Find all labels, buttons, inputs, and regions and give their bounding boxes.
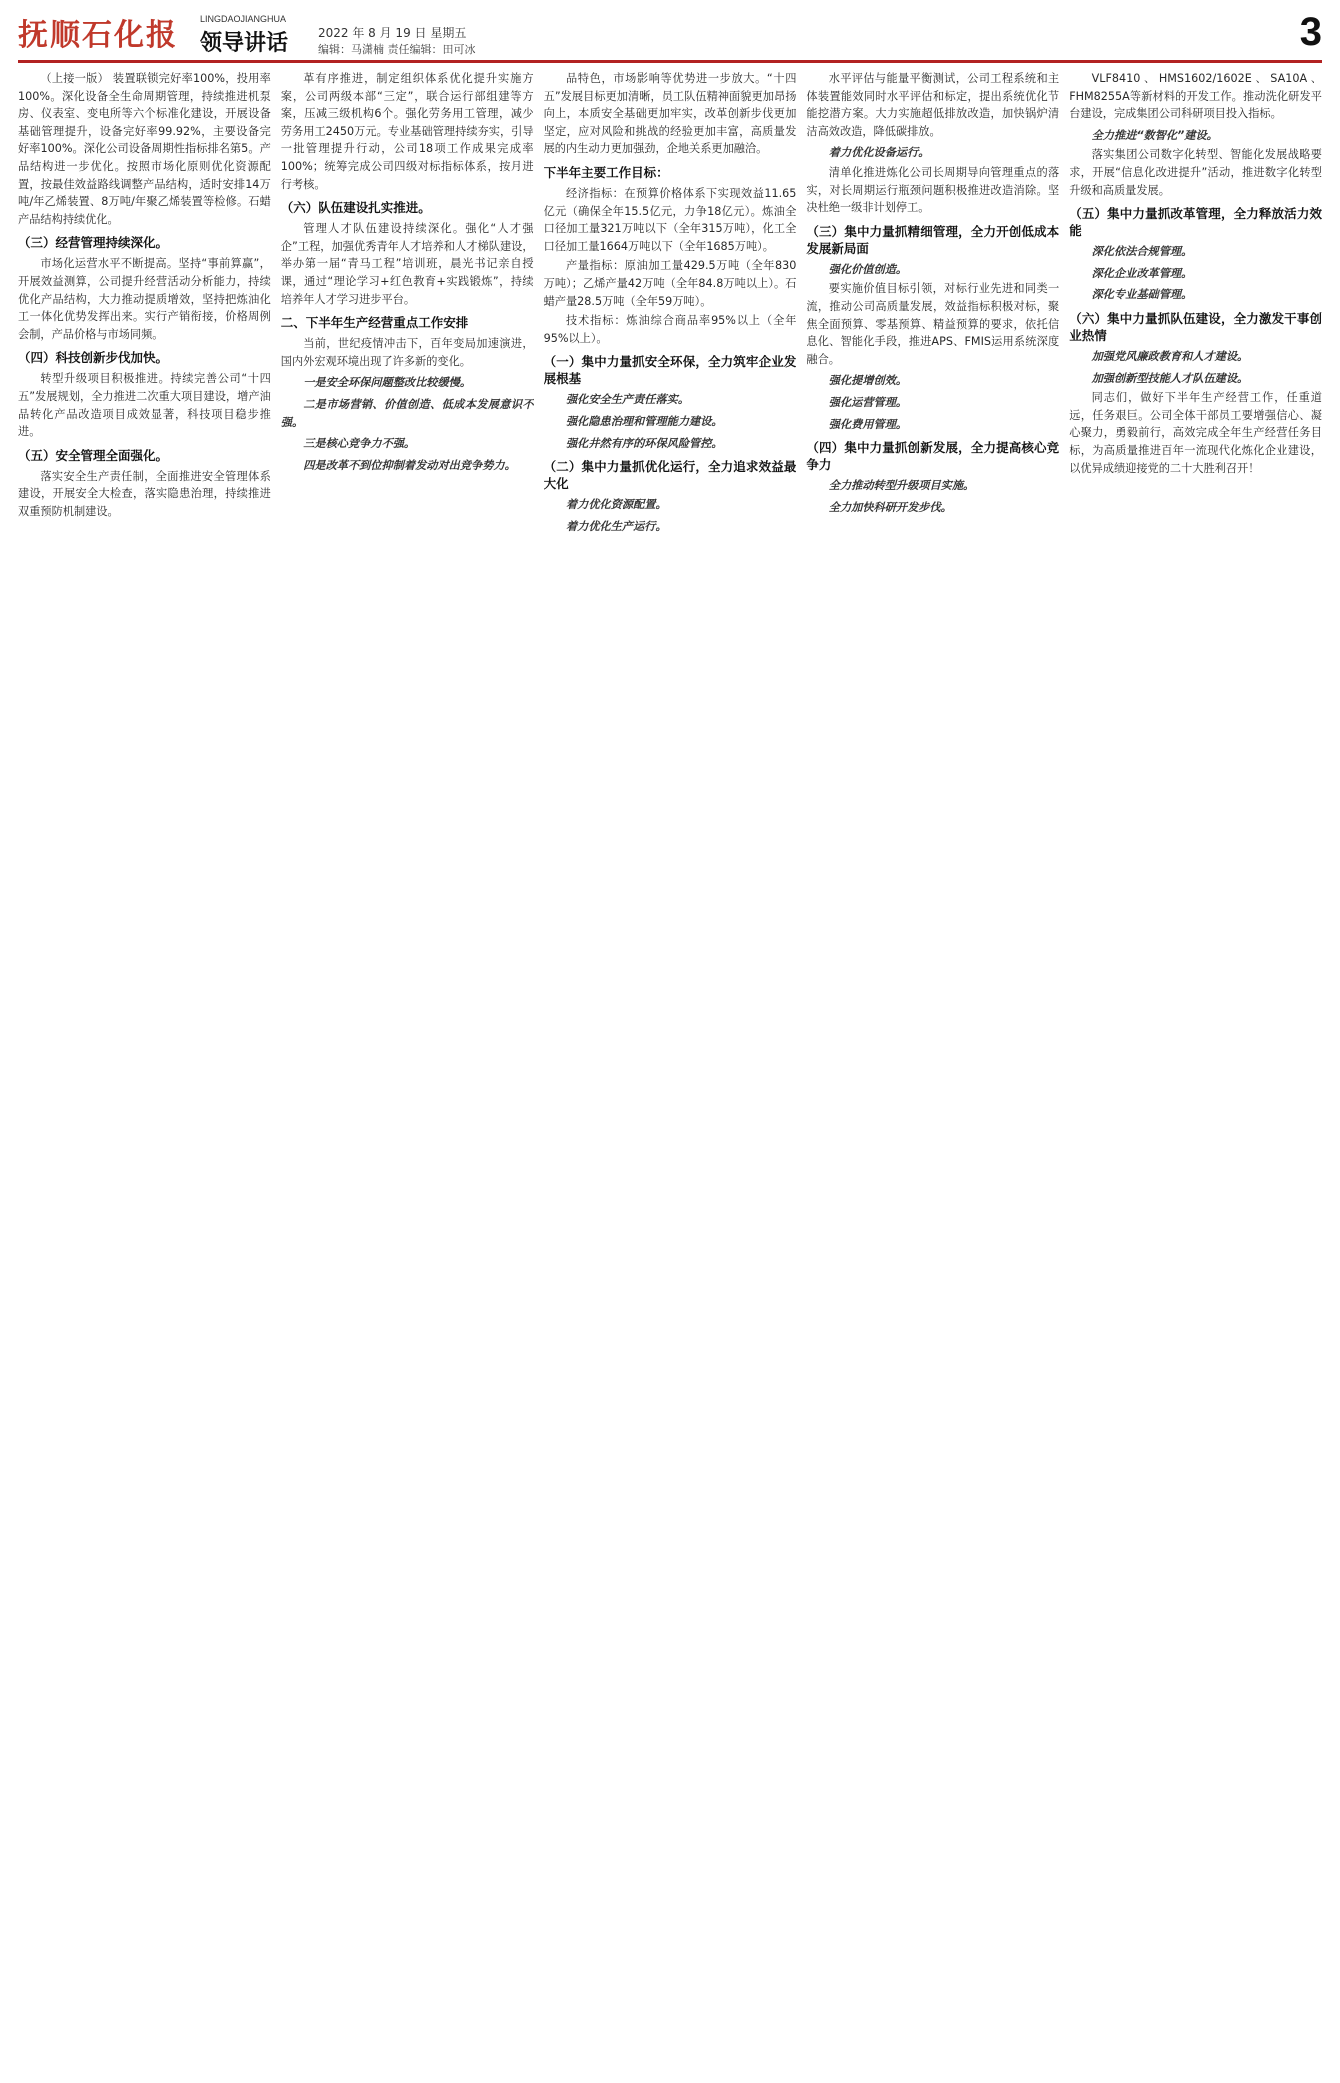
section-heading: （六）集中力量抓队伍建设，全力激发干事创业热情 bbox=[1069, 310, 1322, 343]
paragraph: 水平评估与能量平衡测试，公司工程系统和主体装置能效同时水平评估和标定，提出系统优化节能挖潜方案。大力实施超低排放改造，加快锅炉清洁高效改造，降低碳排放。 bbox=[806, 72, 1060, 138]
section-heading: （三）集中力量抓精细管理，全力开创低成本发展新局面 bbox=[806, 223, 1060, 256]
paragraph: 同志们，做好下半年生产经营工作，任重道远，任务艰巨。公司全体干部员工要增强信心、凝心聚力，勇毅前行，高效完成全年生产经营任务目标，为高质量推进百年一流现代化炼化企业建设，以优异成绩迎接党的二十大胜利召开！ bbox=[1069, 391, 1322, 475]
subsection-heading: 强化提增创效。 bbox=[828, 374, 908, 388]
paragraph: 革有序推进，制定组织体系优化提升实施方案，公司两级本部“三定”，联合运行部组建等方案，压减三级机构6个。强化劳务用工管理，减少劳务用工2450万元。专业基础管理持续夯实，引导一批管理提升行动，公司18项工作成果完成率100%；统筹完成公司四级对标指标体系，按月进行考核。 bbox=[280, 72, 534, 191]
subsection-heading: 着力优化资源配置。 bbox=[565, 498, 667, 512]
subsection-heading: 深化企业改革管理。 bbox=[1091, 266, 1193, 280]
section-pinyin: LINGDAOJIANGHUA bbox=[200, 14, 287, 24]
paragraph: 转型升级项目积极推进。持续完善公司“十四五”发展规划，全力推进二次重大项目建设，增产油品转化产品改造项目成效显著，科技项目稳步推进。 bbox=[18, 372, 271, 439]
paragraph: 落实集团公司数字化转型、智能化发展战略要求，开展“信息化改进提升”活动，推进数字化转型升级和高质量发展。 bbox=[1069, 148, 1322, 197]
paragraph: 落实安全生产责任制，全面推进安全管理体系建设，开展安全大检查，落实隐患治理，持续推进双重预防机制建设。 bbox=[18, 469, 271, 518]
column-1 bbox=[18, 70, 271, 2060]
paragraph: 技术指标：炼油综合商品率95%以上（全年95%以上）。 bbox=[543, 314, 797, 345]
article-body bbox=[18, 70, 1322, 2060]
subsection-heading: 深化依法合规管理。 bbox=[1091, 245, 1193, 259]
subsection-heading: 四是改革不到位抑制着发动对出竞争势力。 bbox=[303, 458, 516, 472]
subsection-heading: 强化费用管理。 bbox=[828, 417, 908, 431]
subsection-heading: 一是安全环保问题整改比较缓慢。 bbox=[303, 376, 472, 390]
section-heading: （四）科技创新步伐加快。 bbox=[18, 350, 169, 366]
paragraph: 市场化运营水平不断提高。坚持“事前算赢”，开展效益测算，公司提升经营活动分析能力，持续优化产品结构，大力推动提质增效，坚持把炼油化工一体化优势发挥出来。实行产销衔接，价格周例会制，产品价格与市场同频。 bbox=[18, 257, 271, 341]
subsection-heading: 强化井然有序的环保风险管控。 bbox=[565, 436, 723, 450]
masthead-divider bbox=[18, 60, 1322, 63]
subsection-heading: 着力优化生产运行。 bbox=[565, 519, 667, 533]
subsection-heading: 强化运营管理。 bbox=[828, 395, 908, 409]
column-5 bbox=[1069, 70, 1322, 2060]
paragraph: 要实施价值目标引领，对标行业先进和同类一流，推动公司高质量发展，效益指标积极对标，聚焦全面预算、零基预算、精益预算的要求，依托信息化、智能化手段，推进APS、FMIS运用系统深度融合。 bbox=[806, 282, 1060, 366]
subsection-heading: 强化安全生产责任落实。 bbox=[565, 393, 690, 407]
masthead bbox=[18, 10, 1322, 56]
subsection-heading: 二是市场营销、价值创造、低成本发展意识不强。 bbox=[280, 397, 534, 429]
subsection-heading: 加强党风廉政教育和人才建设。 bbox=[1091, 349, 1249, 363]
newspaper-logo: 抚顺石化报 bbox=[18, 18, 178, 53]
section-heading: 下半年主要工作目标： bbox=[543, 164, 669, 180]
editor-credits: 编辑：马潇楠 责任编辑：田可冰 bbox=[318, 43, 476, 56]
paragraph: 管理人才队伍建设持续深化。强化“人才强企”工程，加强优秀青年人才培养和人才梯队建设，举办第一届“青马工程”培训班，晨光书记亲自授课，通过“理论学习+红色教育+实践锻炼”，持续培养年人才学习进步平台。 bbox=[280, 222, 534, 306]
section-heading: 二、下半年生产经营重点工作安排 bbox=[280, 315, 469, 331]
column-3 bbox=[544, 70, 797, 2060]
column-2 bbox=[281, 70, 534, 2060]
subsection-heading: 全力加快科研开发步伐。 bbox=[828, 500, 952, 514]
paragraph: VLF8410、HMS1602/1602E、SA10A、FHM8255A等新材料的开发工作。推动洗化研发平台建设，完成集团公司科研项目投入指标。 bbox=[1069, 72, 1322, 121]
paragraph: 产量指标：原油加工量429.5万吨（全年830万吨）；乙烯产量42万吨（全年84.8万吨以上）。石蜡产量28.5万吨（全年59万吨）。 bbox=[543, 259, 797, 308]
section-heading: （一）集中力量抓安全环保，全力筑牢企业发展根基 bbox=[543, 354, 797, 387]
subsection-heading: 强化隐患治理和管理能力建设。 bbox=[565, 414, 723, 428]
section-heading: （五）安全管理全面强化。 bbox=[18, 447, 169, 463]
section-heading: （四）集中力量抓创新发展，全力提高核心竞争力 bbox=[806, 440, 1060, 473]
paragraph: 当前，世纪疫情冲击下，百年变局加速演进，国内外宏观环境出现了许多新的变化。 bbox=[280, 337, 534, 368]
section-title: 领导讲话 bbox=[200, 31, 289, 56]
section-heading: （六）队伍建设扎实推进。 bbox=[280, 200, 431, 216]
paragraph: 经济指标：在预算价格体系下实现效益11.65亿元（确保全年15.5亿元，力争18亿元）。炼油全口径加工量321万吨以下（全年315万吨），化工全口径加工量1664万吨以下（全年1685万吨）。 bbox=[543, 186, 797, 253]
subsection-heading: 深化专业基础管理。 bbox=[1091, 288, 1193, 302]
subsection-heading: 加强创新型技能人才队伍建设。 bbox=[1091, 371, 1249, 385]
subsection-heading: 全力推进“数智化”建设。 bbox=[1091, 128, 1218, 142]
paragraph: 清单化推进炼化公司长周期导向管理重点的落实，对长周期运行瓶颈问题积极推进改造消除。坚决杜绝一级非计划停工。 bbox=[806, 165, 1060, 215]
section-heading: （五）集中力量抓改革管理，全力释放活力效能 bbox=[1069, 206, 1322, 239]
column-4 bbox=[806, 70, 1059, 2060]
subsection-heading: 三是核心竞争力不强。 bbox=[303, 437, 416, 451]
paragraph: （上接一版） 装置联锁完好率100%，投用率100%。深化设备全生命周期管理，持续推进机泵房、仪表室、变电所等六个标准化建设，开展设备基础管理提升，设备完好率99.92%，主要设备完好率100%。深化公司设备周期性指标排名第5。产品结构进一步优化。按照市场化原则优化资源配置，按最佳效益路线调整产品结构，适时安排14万吨/年乙烯装置、8万吨/年聚乙烯装置等检修。石蜡产品结构持续优化。 bbox=[18, 72, 271, 226]
section-heading: （二）集中力量抓优化运行，全力追求效益最大化 bbox=[543, 459, 797, 492]
issue-date: 2022 年 8 月 19 日 星期五 bbox=[318, 26, 467, 40]
subsection-heading: 强化价值创造。 bbox=[828, 262, 908, 276]
subsection-heading: 全力推动转型升级项目实施。 bbox=[828, 479, 975, 493]
subsection-heading: 着力优化设备运行。 bbox=[828, 146, 930, 160]
page-number: 3 bbox=[1299, 10, 1322, 54]
paragraph: 品特色，市场影响等优势进一步放大。“十四五”发展目标更加清晰，员工队伍精神面貌更加昂扬向上，本质安全基础更加牢实，改革创新步伐更加坚定，应对风险和挑战的经验更加丰富，高质量发展的内生动力更加强劲，企地关系更加融洽。 bbox=[543, 72, 797, 156]
section-heading: （三）经营管理持续深化。 bbox=[18, 235, 169, 251]
